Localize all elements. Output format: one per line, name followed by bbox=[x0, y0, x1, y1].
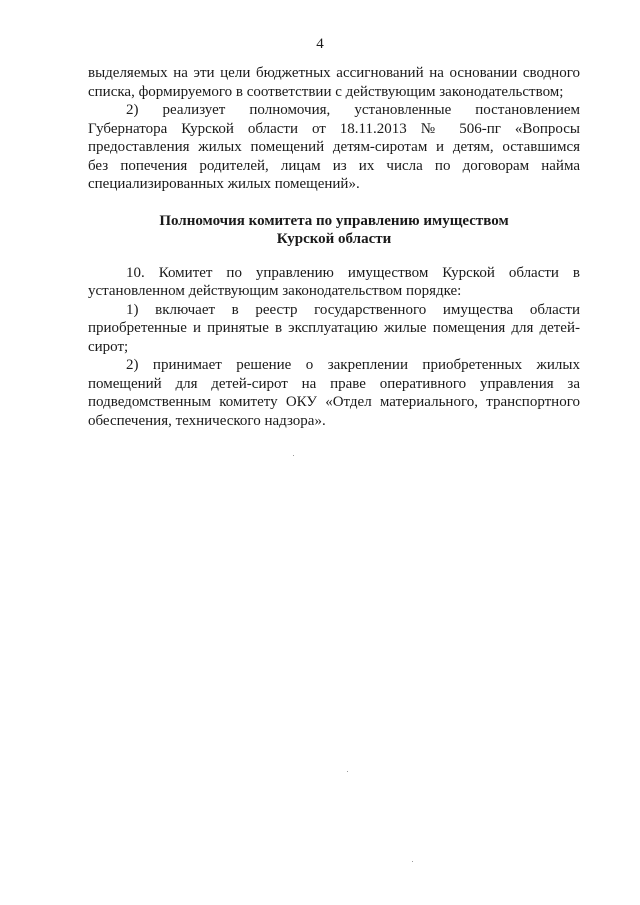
section-heading: Курской области bbox=[276, 231, 392, 247]
document-body bbox=[88, 64, 580, 430]
text-line: сирот; bbox=[88, 338, 129, 355]
section-heading: Полномочия комитета по управлению имуществом bbox=[159, 212, 509, 229]
text-line: списка, формируемого в соответствии с действующим законодательством; bbox=[88, 83, 564, 100]
text-line: выделяемых на эти цели бюджетных ассигнований на основании сводного bbox=[88, 65, 580, 81]
text-line: без попечения родителей, лицам из их числа по договорам найма bbox=[88, 157, 580, 174]
text-line: 10. Комитет по управлению имуществом Курской области в bbox=[126, 264, 580, 281]
text-line: помещений для детей-сирот на праве оперативного управления за bbox=[88, 375, 580, 392]
text-line: предоставления жилых помещений детям-сиротам и детям, оставшимся bbox=[88, 139, 580, 155]
text-line: подведомственным комитету ОКУ «Отдел материального, транспортного bbox=[88, 394, 580, 410]
text-line: приобретенные и принятые в эксплуатацию жилые помещения для детей- bbox=[88, 320, 580, 336]
scan-speck bbox=[412, 861, 413, 862]
text-line: 2) принимает решение о закреплении приобретенных жилых bbox=[126, 357, 580, 373]
text-line: 1) включает в реестр государственного имущества области bbox=[126, 301, 580, 318]
text-line: установленном действующим законодательством порядке: bbox=[88, 283, 462, 299]
text-line: 2) реализует полномочия, установленные постановлением bbox=[126, 102, 580, 118]
text-line: обеспечения, технического надзора». bbox=[88, 412, 326, 429]
text-line: Губернатора Курской области от 18.11.2013 № 506-пг «Вопросы bbox=[88, 120, 580, 137]
scan-speck bbox=[293, 455, 294, 456]
text-line: специализированных жилых помещений». bbox=[88, 176, 360, 192]
scan-speck bbox=[347, 771, 348, 772]
page-number: 4 bbox=[316, 36, 324, 52]
